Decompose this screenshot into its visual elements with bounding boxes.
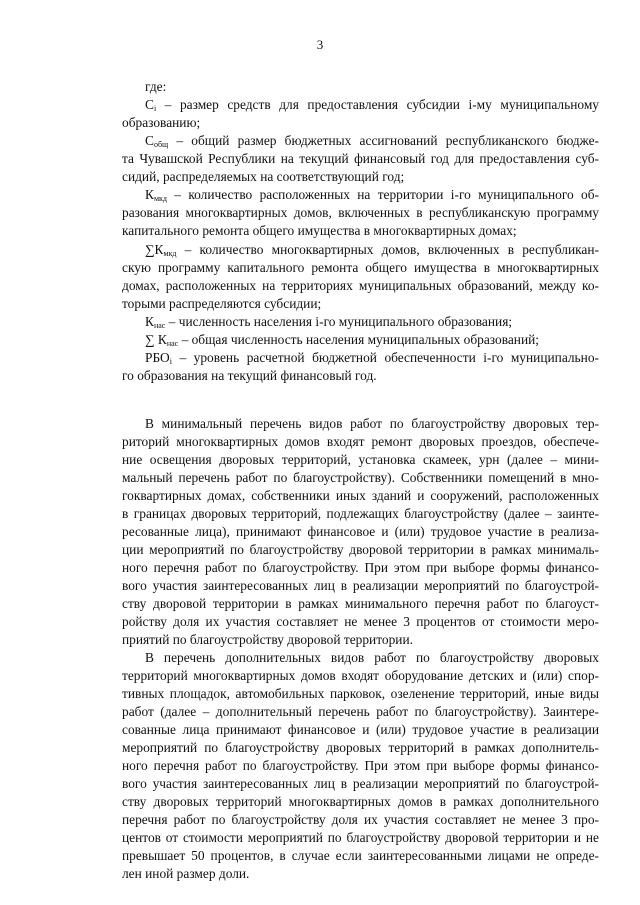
definition-text: – общий размер бюджетных ассигнований республиканского бюдже-: [168, 133, 599, 148]
paragraph-2-line: территорий многоквартирных домов входят оборудование детских и (или) спор-: [122, 668, 599, 683]
text-line: сидий, распределяемых на соответствующий год;: [122, 169, 405, 184]
text-line: домах, расположенных на территориях муниципальных образований, между ко-: [122, 278, 599, 293]
paragraph-2-line: лен иной размер доли.: [122, 866, 250, 881]
text-line: скую программу капитального ремонта общего имущества в многоквартирных: [122, 260, 599, 275]
definition-c-i: [145, 97, 599, 113]
definition-text: – количество многоквартирных домов, включенных в республикан-: [176, 242, 599, 257]
symbol-subscript: нас: [153, 321, 166, 330]
text-line: та Чувашской Республики на текущий финансовый год для предоставления суб-: [122, 151, 599, 166]
symbol-subscript: общ: [153, 140, 169, 149]
definition-text: – численность населения i-го муниципального образования;: [165, 314, 513, 329]
symbol: К: [145, 314, 154, 329]
text-line: го образования на текущий финансовый год.: [122, 368, 377, 383]
symbol: РБО: [145, 350, 170, 365]
definition-k-nas: [145, 314, 599, 330]
paragraph-2-line: превышает 50 процентов, в случае если заинтересованными лицами не опреде-: [122, 848, 599, 863]
paragraph-2-line: В перечень дополнительных видов работ по благоустройству дворовых: [145, 650, 599, 665]
definition-text: – уровень расчетной бюджетной обеспеченности i-го муниципально-: [171, 350, 599, 365]
paragraph-1-line: в границах дворовых территорий, подлежащих благоустройству (далее – заинте-: [122, 506, 599, 521]
paragraph-2-line: ного перечня работ по благоустройству. При этом при выборе формы финансо-: [122, 758, 599, 773]
symbol: К: [145, 187, 154, 202]
symbol: ∑ К: [145, 332, 167, 347]
paragraph-1-line: ройству доля их участия составляет не менее 3 процентов от стоимости меро-: [122, 614, 599, 629]
paragraph-2-line: перечня работ по благоустройству доля их участия составляет не менее 3 про-: [122, 812, 599, 827]
paragraph-1-line: ного перечня работ по благоустройству. При этом при выборе формы финансо-: [122, 560, 599, 575]
definition-sum-k-nas: [145, 332, 599, 348]
symbol-subscript: мкд: [153, 194, 167, 203]
text-line: торыми распределяются субсидии;: [122, 296, 322, 311]
definition-text: – количество расположенных на территории i-го муниципального об-: [166, 187, 599, 202]
paragraph-1-line: ции мероприятий по благоустройству дворовой территории в рамках минималь-: [122, 542, 599, 557]
paragraph-1-line: гоквартирных домах, собственники иных зданий и сооружений, расположенных: [122, 488, 599, 503]
page-number: 3: [316, 37, 324, 52]
paragraph-1-line: ние освещения дворовых территорий, установка скамеек, урн (далее – мини-: [122, 452, 599, 467]
paragraph-2-line: ству дворовых территорий многоквартирных домов в рамках дополнительного: [122, 794, 599, 809]
paragraph-2-line: центов от стоимости мероприятий по благоустройству дворовой территории и не: [122, 830, 599, 845]
text-line: капитального ремонта общего имущества в многоквартирных домах;: [122, 223, 517, 238]
paragraph-2-line: тивных площадок, автомобильных парковок, озеленение территорий, иные виды: [122, 686, 599, 701]
paragraph-1-line: ству дворовой территории в рамках минимального перечня работ по благоуст-: [122, 596, 599, 611]
text-line: образованию;: [122, 115, 201, 130]
symbol: ∑К: [145, 242, 164, 257]
definition-c-obsh: [145, 133, 599, 149]
paragraph-2-line: работ (далее – дополнительный перечень работ по благоустройству). Заинтере-: [122, 704, 599, 719]
paragraph-2-line: мероприятий по благоустройству дворовых территорий в рамках дополнитель-: [122, 740, 599, 755]
definition-text: – размер средств для предоставления субсидии i-му муниципальному: [156, 97, 599, 112]
symbol-subscript: нас: [166, 339, 179, 348]
paragraph-2-line: вого участия заинтересованных лиц в реализации мероприятий по благоустрой-: [122, 776, 599, 791]
paragraph-1-line: ресованные лица), принимают финансовое и (или) трудовое участие в реализа-: [122, 524, 599, 539]
paragraph-1-line: мальный перечень работ по благоустройству). Собственники помещений в мно-: [122, 470, 599, 485]
paragraph-1-line: В минимальный перечень видов работ по благоустройству дворовых тер-: [145, 416, 599, 431]
paragraph-1-line: приятий по благоустройству дворовой территории.: [122, 632, 413, 647]
definition-k-mkd: [145, 187, 599, 203]
symbol: С: [145, 97, 154, 112]
paragraph-2-line: сованные лица принимают финансовое и (или) трудовое участие в реализации: [122, 722, 599, 737]
symbol-subscript: i: [153, 104, 157, 113]
symbol: С: [145, 133, 154, 148]
paragraph-1-line: вого участия заинтересованных лиц в реализации мероприятий по благоустрой-: [122, 578, 599, 593]
symbol-subscript: i: [169, 357, 172, 366]
paragraph-1-line: риторий многоквартирных домов входят ремонт дворовых проездов, обеспече-: [122, 434, 599, 449]
definition-text: – общая численность населения муниципальных образований;: [178, 332, 540, 347]
definition-rbo: [145, 350, 599, 366]
text-line: разования многоквартирных домов, включенных в республиканскую программу: [122, 205, 599, 220]
symbol-subscript: мкд: [163, 249, 177, 258]
definitions-intro: где:: [145, 79, 167, 94]
definition-sum-k-mkd: [145, 242, 599, 258]
